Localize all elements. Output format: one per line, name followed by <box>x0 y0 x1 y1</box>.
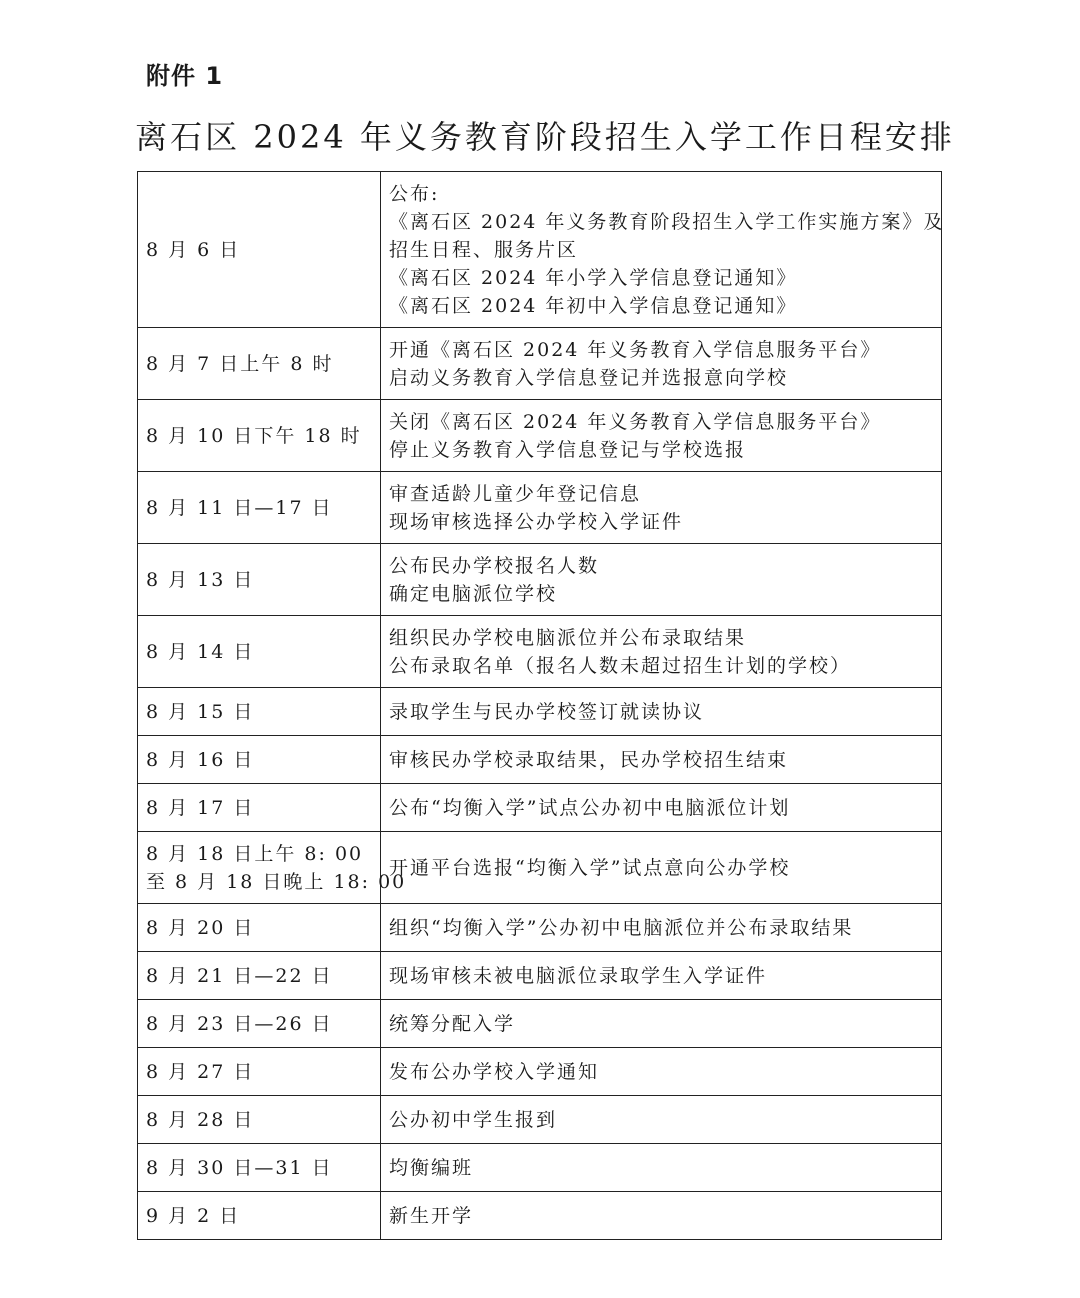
date-text: 至 8 月 18 日晚上 18: 00 <box>146 870 407 893</box>
schedule-row <box>138 400 942 472</box>
schedule-row <box>138 952 942 1000</box>
task-text: 关闭《离石区 2024 年义务教育入学信息服务平台》 <box>389 410 882 433</box>
task-cell <box>381 952 942 1000</box>
task-text: 均衡编班 <box>389 1156 474 1179</box>
task-text: 审查适龄儿童少年登记信息 <box>389 482 642 505</box>
task-text: 现场审核选择公办学校入学证件 <box>389 510 684 533</box>
date-cell <box>138 832 407 904</box>
schedule-row <box>138 736 942 784</box>
task-text: 公布: <box>389 182 440 205</box>
schedule-row <box>138 784 942 832</box>
task-text: 《离石区 2024 年义务教育阶段招生入学工作实施方案》及 <box>389 210 945 233</box>
date-cell <box>138 400 381 472</box>
task-cell <box>381 1000 942 1048</box>
task-cell <box>381 328 942 400</box>
task-text: 统筹分配入学 <box>389 1012 516 1035</box>
date-text: 8 月 23 日—26 日 <box>146 1012 333 1035</box>
task-cell <box>381 400 942 472</box>
task-text: 招生日程、服务片区 <box>389 238 579 261</box>
date-text: 8 月 15 日 <box>146 700 255 723</box>
date-cell <box>138 1192 381 1240</box>
schedule-row <box>138 1192 942 1240</box>
document-title: 离石区 2024 年义务教育阶段招生入学工作日程安排 <box>135 118 955 156</box>
task-text: 启动义务教育入学信息登记并选报意向学校 <box>389 366 789 389</box>
task-cell <box>381 1096 942 1144</box>
attachment-label: 附件 1 <box>146 62 224 90</box>
schedule-row <box>138 544 942 616</box>
schedule-table <box>137 171 945 1240</box>
task-text: 新生开学 <box>389 1204 474 1227</box>
date-cell <box>138 472 381 544</box>
date-text: 8 月 11 日—17 日 <box>146 496 333 519</box>
date-text: 8 月 17 日 <box>146 796 255 819</box>
task-text: 开通平台选报“均衡入学”试点意向公办学校 <box>389 856 791 879</box>
date-cell <box>138 904 381 952</box>
task-cell <box>381 472 942 544</box>
task-text: 《离石区 2024 年小学入学信息登记通知》 <box>389 266 798 289</box>
date-text: 8 月 30 日—31 日 <box>146 1156 333 1179</box>
task-text: 发布公办学校入学通知 <box>389 1060 600 1083</box>
task-cell <box>381 544 942 616</box>
schedule-row <box>138 328 942 400</box>
schedule-row <box>138 172 942 328</box>
task-text: 组织“均衡入学”公办初中电脑派位并公布录取结果 <box>389 916 854 939</box>
schedule-row <box>138 1096 942 1144</box>
task-text: 现场审核未被电脑派位录取学生入学证件 <box>389 964 768 987</box>
date-text: 8 月 18 日上午 8: 00 <box>146 842 364 865</box>
date-text: 8 月 27 日 <box>146 1060 255 1083</box>
task-cell <box>381 784 942 832</box>
date-text: 8 月 7 日上午 8 时 <box>146 352 334 375</box>
schedule-row <box>138 1048 942 1096</box>
date-text: 8 月 16 日 <box>146 748 255 771</box>
task-text: 公布民办学校报名人数 <box>389 554 600 577</box>
task-text: 审核民办学校录取结果，民办学校招生结束 <box>389 748 789 771</box>
date-cell <box>138 544 381 616</box>
schedule-row <box>138 904 942 952</box>
schedule-row <box>138 688 942 736</box>
task-cell <box>381 1192 942 1240</box>
date-cell <box>138 328 381 400</box>
date-cell <box>138 616 381 688</box>
task-text: 录取学生与民办学校签订就读协议 <box>389 700 705 723</box>
date-cell <box>138 688 381 736</box>
date-text: 9 月 2 日 <box>146 1204 241 1227</box>
task-cell <box>381 1048 942 1096</box>
date-text: 8 月 28 日 <box>146 1108 255 1131</box>
task-text: 《离石区 2024 年初中入学信息登记通知》 <box>389 294 798 317</box>
task-text: 组织民办学校电脑派位并公布录取结果 <box>389 626 747 649</box>
date-cell <box>138 736 381 784</box>
task-text: 公布“均衡入学”试点公办初中电脑派位计划 <box>389 796 791 819</box>
schedule-row <box>138 1144 942 1192</box>
date-cell <box>138 784 381 832</box>
schedule-row <box>138 832 942 904</box>
schedule-row <box>138 1000 942 1048</box>
date-text: 8 月 21 日—22 日 <box>146 964 333 987</box>
task-text: 公办初中学生报到 <box>389 1108 558 1131</box>
task-cell <box>381 1144 942 1192</box>
date-cell <box>138 952 381 1000</box>
task-text: 公布录取名单（报名人数未超过招生计划的学校） <box>389 654 852 677</box>
task-cell <box>381 616 942 688</box>
task-cell <box>381 172 945 328</box>
date-text: 8 月 10 日下午 18 时 <box>146 424 362 447</box>
date-cell <box>138 1144 381 1192</box>
schedule-row <box>138 616 942 688</box>
task-text: 确定电脑派位学校 <box>389 582 558 605</box>
date-text: 8 月 13 日 <box>146 568 255 591</box>
task-text: 开通《离石区 2024 年义务教育入学信息服务平台》 <box>389 338 882 361</box>
schedule-row <box>138 472 942 544</box>
task-cell <box>381 904 942 952</box>
date-text: 8 月 20 日 <box>146 916 255 939</box>
task-cell <box>381 736 942 784</box>
date-text: 8 月 14 日 <box>146 640 255 663</box>
task-cell <box>381 832 942 904</box>
task-text: 停止义务教育入学信息登记与学校选报 <box>389 438 747 461</box>
date-cell <box>138 1000 381 1048</box>
date-cell <box>138 1048 381 1096</box>
date-text: 8 月 6 日 <box>146 238 241 261</box>
date-cell <box>138 172 381 328</box>
date-cell <box>138 1096 381 1144</box>
task-cell <box>381 688 942 736</box>
